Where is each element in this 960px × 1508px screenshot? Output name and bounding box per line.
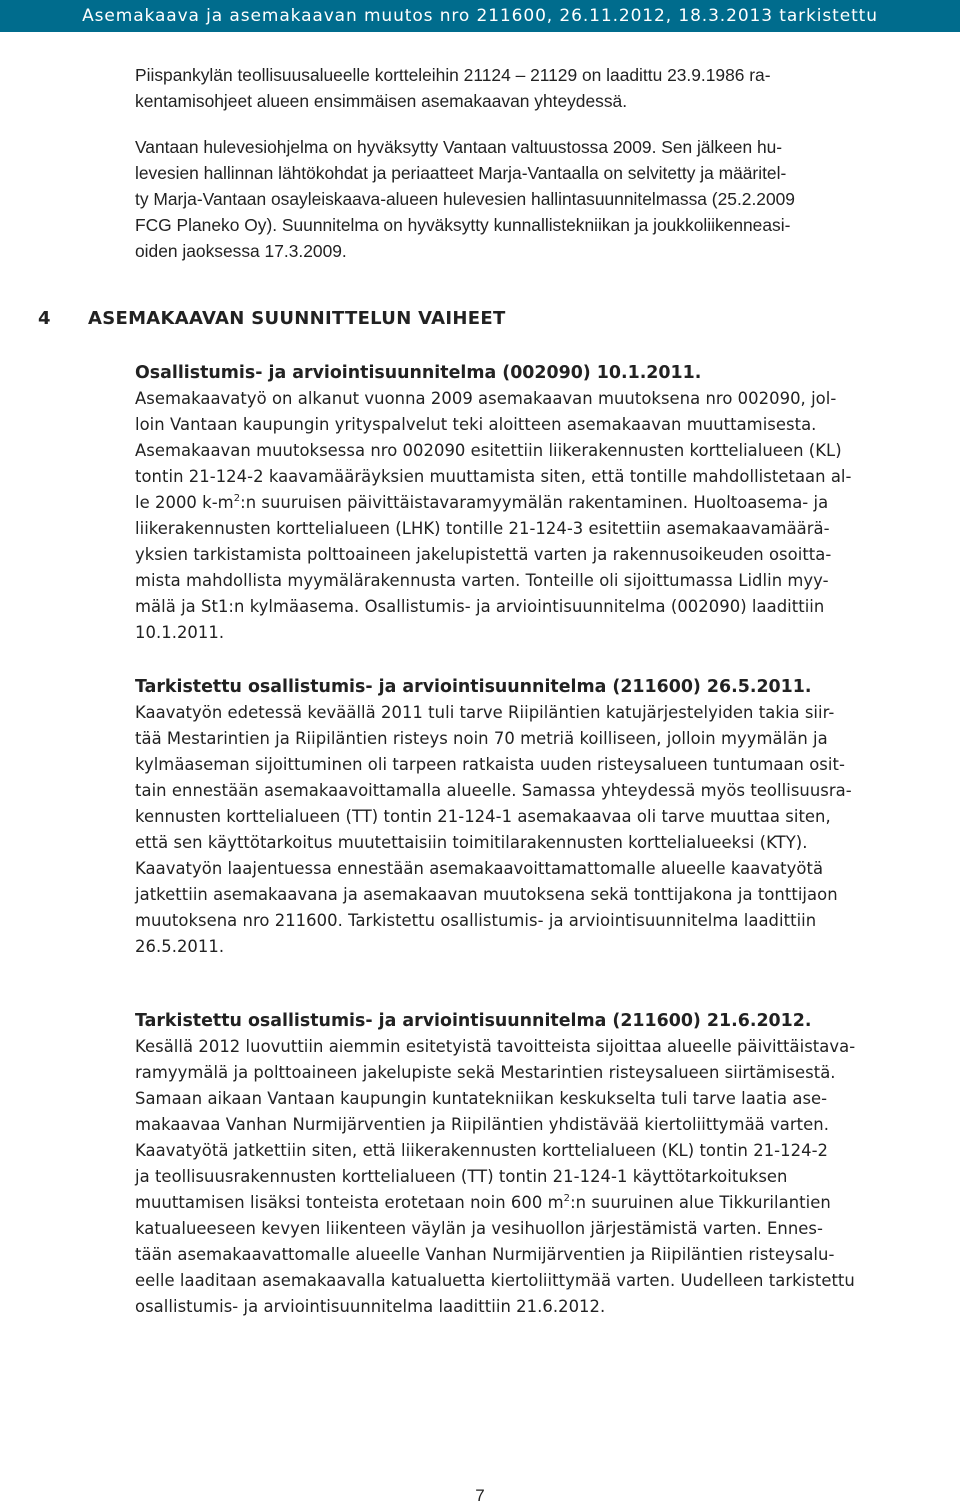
intro-line: kentamisohjeet alueen ensimmäisen asemakaavan yhteydessä.	[135, 91, 628, 111]
body-line: tää Mestarintien ja Riipiläntien risteys noin 70 metriä koilliseen, jolloin myymälän ja	[135, 729, 828, 748]
superscript: 2	[563, 1193, 571, 1204]
body-line: yksien tarkistamista polttoaineen jakelupistettä varten ja rakennusoikeuden osoitta-	[135, 545, 832, 564]
body-line: Kaavatyön laajentuessa ennestään asemakaavoittamattomalle alueelle kaavatyötä	[135, 859, 824, 878]
body-line: ja teollisuusrakennusten korttelialueen (TT) tontin 21-124-1 käyttötarkoituksen	[135, 1167, 788, 1186]
body-line: tään asemakaavattomalle alueelle Vanhan Nurmijärventien ja Riipiläntien risteysalu-	[135, 1245, 835, 1264]
subsection-heading: Tarkistettu osallistumis- ja arviointisuunnitelma (211600) 21.6.2012.	[135, 1011, 812, 1031]
body-line: että sen käyttötarkoitus muutettaisiin toimitilarakennusten korttelialueeksi (KTY).	[135, 833, 808, 852]
body-line: tain ennestään asemakaavoittamalla alueelle. Samassa yhteydessä myös teollisuusra-	[135, 781, 852, 800]
body-line: muutoksena nro 211600. Tarkistettu osallistumis- ja arviointisuunnitelma laadittiin	[135, 911, 817, 930]
body-line-start: le 2000 k-m	[135, 493, 234, 512]
body-line: Kaavatyön edetessä keväällä 2011 tuli tarve Riipiläntien katujärjestelyiden takia siir-	[135, 703, 835, 722]
intro-line: oiden jaoksessa 17.3.2009.	[135, 241, 347, 261]
body-line	[135, 490, 930, 516]
body-line-end: :n suuruinen alue Tikkurilantien	[570, 1193, 831, 1212]
body-line: osallistumis- ja arviointisuunnitelma laadittiin 21.6.2012.	[135, 1297, 606, 1316]
body-line: makaavaa Vanhan Nurmijärventien ja Riipiläntien yhdistävää kiertoliittymää varten.	[135, 1115, 829, 1134]
body-line: Kesällä 2012 luovuttiin aiemmin esitetyistä tavoitteista sijoittaa alueelle päivittäistava-	[135, 1037, 856, 1056]
body-line-start: muuttamisen lisäksi tonteista erotetaan noin 600 m	[135, 1193, 564, 1212]
section-tarkistettu-2011	[135, 674, 930, 960]
body-line: liikerakennusten korttelialueen (LHK) tontille 21-124-3 esitettiin asemakaavamäärä-	[135, 519, 830, 538]
body-line: 10.1.2011.	[135, 623, 225, 642]
body-line: kylmäaseman sijoittuminen oli tarpeen ratkaista uuden risteysalueen tuntumaan osit-	[135, 755, 845, 774]
body-line: mälä ja St1:n kylmäasema. Osallistumis- ja arviointisuunnitelma (002090) laadittiin	[135, 597, 825, 616]
body-line	[135, 1190, 930, 1216]
intro-text	[135, 62, 930, 264]
section-number: 4	[38, 308, 51, 329]
section-osallistumis-2011	[135, 360, 930, 646]
subsection-heading: Osallistumis- ja arviointisuunnitelma (002090) 10.1.2011.	[135, 363, 702, 383]
body-line: ramyymälä ja polttoaineen jakelupiste sekä Mestarintien risteysalueen siirtämisestä.	[135, 1063, 836, 1082]
body-line: mista mahdollista myymälärakennusta varten. Tonteille oli sijoittumassa Lidlin myy-	[135, 571, 829, 590]
body-line: katualueeseen kevyen liikenteen väylän ja vesihuollon järjestämistä varten. Ennes-	[135, 1219, 823, 1238]
body-line: loin Vantaan kaupungin yrityspalvelut teki aloitteen asemakaavan muuttamisesta.	[135, 415, 817, 434]
section-title: ASEMAKAAVAN SUUNNITTELUN VAIHEET	[88, 308, 506, 329]
intro-line: Piispankylän teollisuusalueelle kortteleihin 21124 – 21129 on laadittu 23.9.1986 ra-	[135, 65, 771, 85]
body-line: kennusten korttelialueen (TT) tontin 21-124-1 asemakaavaa oli tarve muuttaa siten,	[135, 807, 831, 826]
section-tarkistettu-2012	[135, 1008, 930, 1320]
intro-line: levesien hallinnan lähtökohdat ja periaatteet Marja-Vantaalla on selvitetty ja määritel-	[135, 163, 787, 183]
body-line: Samaan aikaan Vantaan kaupungin kuntatekniikan keskukselta tuli tarve laatia ase-	[135, 1089, 828, 1108]
document-header-title: Asemakaava ja asemakaavan muutos nro 211600, 26.11.2012, 18.3.2013 tarkistettu	[82, 6, 878, 26]
page-number: 7	[475, 1486, 485, 1505]
body-line: jatkettiin asemakaavana ja asemakaavan muutoksena sekä tonttijakona ja tonttijaon	[135, 885, 838, 904]
body-line: 26.5.2011.	[135, 937, 225, 956]
section-heading	[38, 308, 506, 329]
intro-line: Vantaan hulevesiohjelma on hyväksytty Vantaan valtuustossa 2009. Sen jälkeen hu-	[135, 137, 783, 157]
body-line: eelle laaditaan asemakaavalla katualuetta kiertoliittymää varten. Uudelleen tarkistettu	[135, 1271, 855, 1290]
intro-line: FCG Planeko Oy). Suunnitelma on hyväksytty kunnallistekniikan ja joukkoliikenneasi-	[135, 215, 791, 235]
subsection-heading: Tarkistettu osallistumis- ja arviointisuunnitelma (211600) 26.5.2011.	[135, 677, 812, 697]
body-line: Kaavatyötä jatkettiin siten, että liikerakennusten korttelialueen (KL) tontin 21-124-2	[135, 1141, 829, 1160]
body-line-end: :n suuruisen päivittäistavaramyymälän rakentaminen. Huoltoasema- ja	[240, 493, 829, 512]
body-line: Asemakaavatyö on alkanut vuonna 2009 asemakaavan muutoksena nro 002090, jol-	[135, 389, 837, 408]
superscript: 2	[233, 493, 241, 504]
intro-line: ty Marja-Vantaan osayleiskaava-alueen hulevesien hallintasuunnitelmassa (25.2.2009	[135, 189, 795, 209]
body-line: tontin 21-124-2 kaavamääräyksien muuttamista siten, että tontille mahdollistetaan al-	[135, 467, 852, 486]
body-line: Asemakaavan muutoksessa nro 002090 esitettiin liikerakennusten korttelialueen (KL)	[135, 441, 842, 460]
